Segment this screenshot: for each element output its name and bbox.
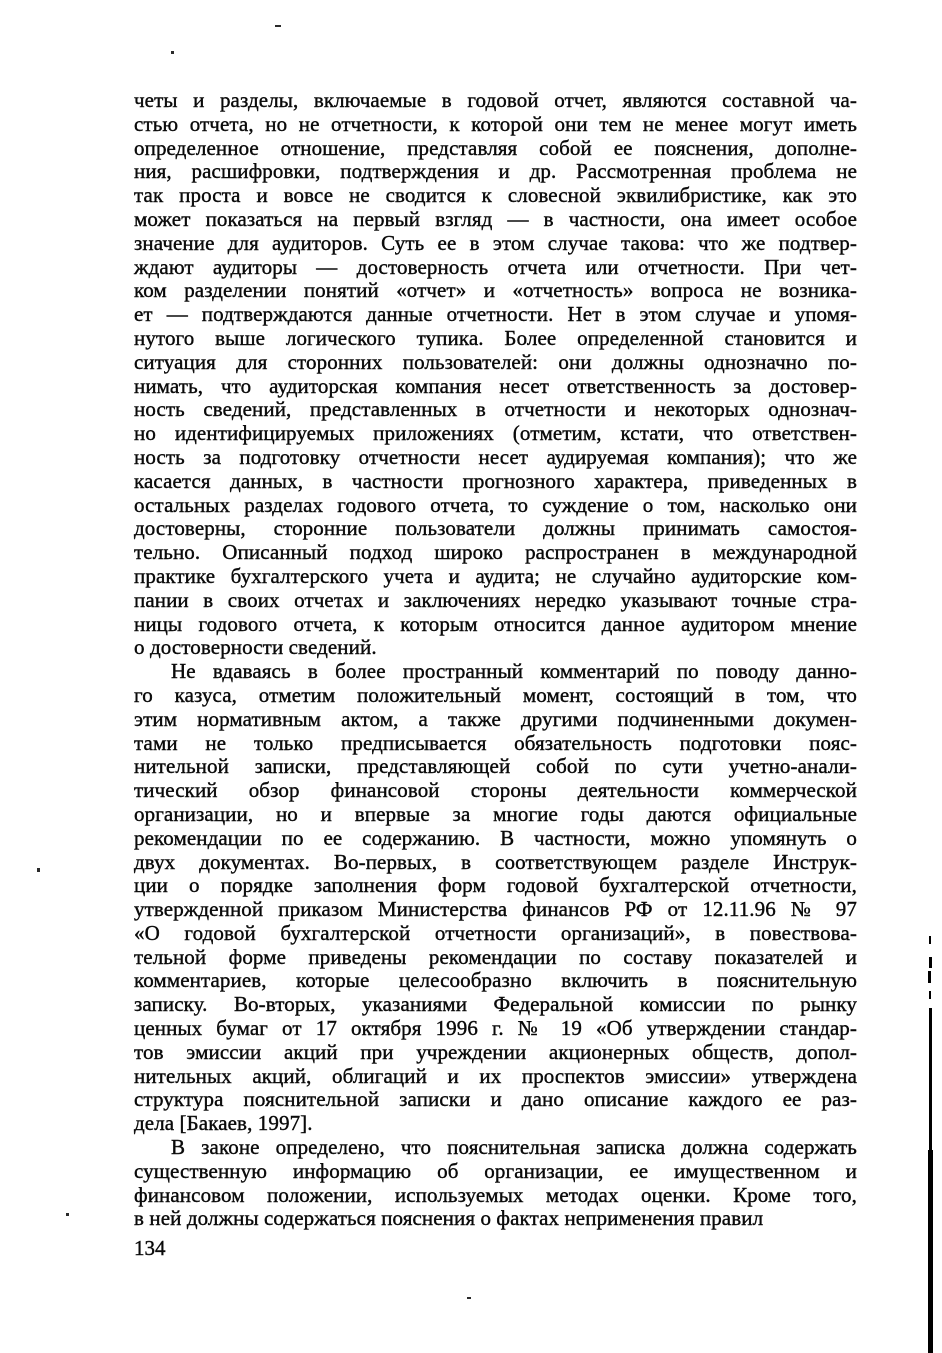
text-line: двух документах. Во-первых, в соответствующем разделе Инструк- [134, 849, 857, 874]
text-line: может показаться на первый взгляд — в частности, она имеет особое [134, 206, 857, 231]
body-text [134, 89, 857, 1231]
text-line: утвержденной приказом Министерства финансов РФ от 12.11.96 № 97 [134, 897, 857, 922]
text-line: ницы годового отчета, к которым относится данное аудитором мнение [134, 611, 857, 636]
text-line: нительной записки, представляющей собой по сути учетно-анали- [134, 754, 857, 779]
text-line: комментариев, которые целесообразно включить в пояснительную [134, 968, 857, 993]
scan-speck [467, 1297, 471, 1299]
scan-bar-segment [928, 1150, 933, 1353]
page-number: 134 [134, 1236, 166, 1260]
text-line: тов эмиссии акций при учреждении акционерных обществ, допол- [134, 1039, 857, 1064]
text-line: ценных бумаг от 17 октября 1996 г. № 19 «Об утверждении стандар- [134, 1016, 857, 1041]
text-line: ком разделении понятий «отчет» и «отчетность» вопроса не возника- [134, 278, 857, 303]
text-line: тельной форме приведены рекомендации по составу показателей и [134, 944, 857, 969]
text-line: касается данных, в частности прогнозного характера, приведенных в [134, 468, 857, 493]
text-line: структура пояснительной записки и дано описание каждого ее раз- [134, 1087, 857, 1112]
scan-speck [171, 51, 174, 54]
text-line: «О годовой бухгалтерской отчетности организаций», в повествова- [134, 920, 857, 945]
text-line: в ней должны содержаться пояснения о фактах неприменения правил [134, 1206, 764, 1231]
scan-bar-dash [929, 957, 932, 968]
text-line: о достоверности сведений. [134, 635, 377, 660]
text-line: нимать, что аудиторская компания несет ответственность за достовер- [134, 373, 857, 398]
text-line: тами не только предписывается обязательность подготовки пояс- [134, 730, 857, 755]
text-line: ность за подготовку отчетности несет аудируемая компания); что же [134, 444, 857, 469]
text-line: рекомендации по ее содержанию. В частности, можно упомянуть о [134, 825, 857, 850]
scan-bar-dash [929, 991, 931, 999]
text-line: ситуация для сторонних пользователей: они должны однозначно по- [134, 349, 857, 374]
text-line: четы и разделы, включаемые в годовой отчет, являются составной ча- [134, 88, 857, 112]
scan-bar-dash [929, 936, 931, 944]
paragraph [134, 1136, 857, 1231]
paragraph [134, 660, 857, 1136]
text-line: так проста и вовсе не сводится к словесной эквилибристике, как это [134, 183, 857, 208]
text-line: ждают аудиторы — достоверность отчета или отчетности. При чет- [134, 254, 857, 279]
text-line: значение для аудиторов. Суть ее в этом случае такова: что же подтвер- [134, 230, 857, 255]
scan-bar-dash [928, 971, 931, 983]
paragraph [134, 89, 857, 660]
text-line: финансовом положении, используемых методах оценки. Кроме того, [134, 1182, 857, 1207]
text-line: ет — подтверждаются данные отчетности. Нет в этом случае и упомя- [134, 302, 857, 327]
text-line: ции о порядке заполнения форм годовой бухгалтерской отчетности, [134, 873, 857, 898]
text-line: го казуса, отметим положительный момент, состоящий в том, что [134, 682, 857, 707]
scan-bar-segment [929, 1008, 932, 1153]
text-line: организации, но и впервые за многие годы даются официальные [134, 801, 857, 826]
text-line: Не вдаваясь в более пространный комментарий по поводу данно- [171, 659, 857, 684]
text-line: достоверны, сторонние пользователи должны принимать самостоя- [134, 516, 857, 541]
text-line: определенное отношение, представляя собой ее пояснения, дополне- [134, 135, 857, 160]
scan-speck [37, 868, 40, 872]
text-line: записку. Во-вторых, указаниями Федеральной комиссии по рынку [134, 992, 857, 1017]
text-line: нутого выше логического тупика. Более определенной становится и [134, 325, 857, 350]
text-line: этим нормативным актом, а также другими подчиненными докумен- [134, 706, 857, 731]
text-line: В законе определено, что пояснительная записка должна содержать [171, 1135, 857, 1160]
text-line: дела [Бакаев, 1997]. [134, 1111, 313, 1136]
text-line: тельно. Описанный подход широко распространен в международной [134, 540, 857, 565]
text-line: но идентифицируемых приложениях (отметим, кстати, что ответствен- [134, 421, 857, 446]
text-line: ность сведений, представленных в отчетности и некоторых однознач- [134, 397, 857, 422]
text-line: пании в своих отчетах и заключениях нередко указывают точные стра- [134, 587, 857, 612]
text-line: стью отчета, но не отчетности, к которой они тем не менее могут иметь [134, 111, 857, 136]
text-line: практике бухгалтерского учета и аудита; не случайно аудиторские ком- [134, 563, 857, 588]
text-line: ния, расшифровки, подтверждения и др. Рассмотренная проблема не [134, 159, 857, 184]
scan-speck [275, 25, 281, 27]
text-line: остальных разделах годового отчета, то суждение о том, насколько они [134, 492, 857, 517]
scan-speck [66, 1213, 69, 1216]
text-line: существенную информацию об организации, ее имущественном и [134, 1158, 857, 1183]
text-line: нительных акций, облигаций и их проспектов эмиссии» утверждена [134, 1063, 857, 1088]
text-line: тический обзор финансовой стороны деятельности коммерческой [134, 778, 857, 803]
